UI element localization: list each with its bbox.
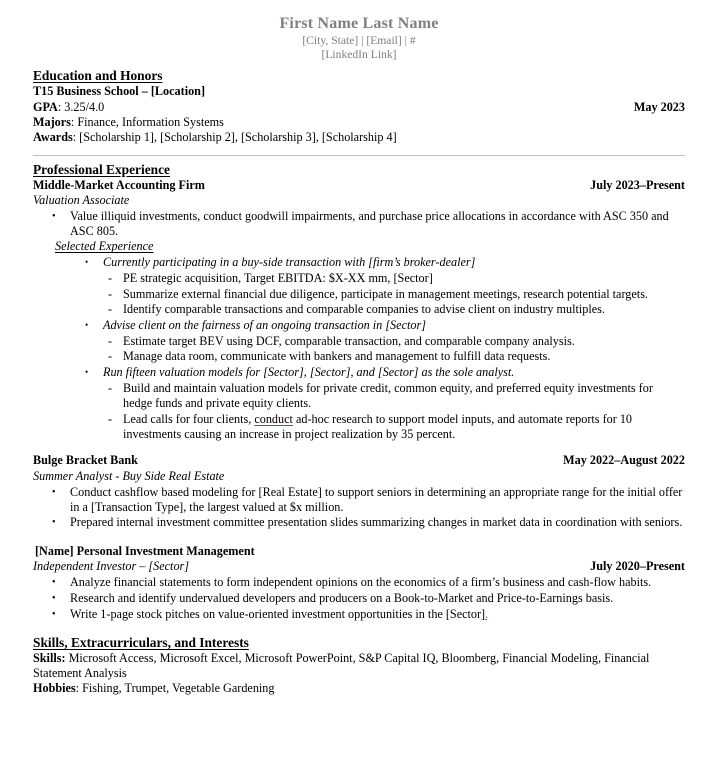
awards-label: Awards: [33, 130, 73, 145]
experience-sub-bullet: [33, 334, 685, 349]
job-bullet: [33, 485, 685, 515]
bullet-icon: •: [52, 608, 56, 620]
skills-row: [33, 651, 685, 682]
job-org-0: Middle-Market Accounting Firm: [33, 177, 205, 192]
bullet-icon: •: [85, 367, 89, 378]
awards-value: : [Scholarship 1], [Scholarship 2], [Scholarship 3], [Scholarship 4]: [72, 130, 397, 145]
bullet-icon: •: [52, 210, 56, 222]
job-bullet: [33, 575, 685, 590]
dash-icon: -: [108, 286, 113, 301]
majors-value: : Finance, Information Systems: [70, 115, 224, 129]
experience-sub-bullet: [33, 381, 685, 411]
job-bullet-marked: [33, 607, 685, 622]
sub-bullet-text: PE strategic acquisition, Target EBITDA: $X-XX mm, [Sector]: [123, 270, 433, 285]
linkedin-line: [LinkedIn Link]: [321, 48, 397, 61]
job-role-2: Independent Investor – [Sector]: [33, 559, 190, 574]
sub-bullet-text: Manage data room, communicate with bankers and management to fulfill data requests.: [123, 349, 551, 364]
experience-sub-bullet: [33, 349, 685, 364]
hobbies-label: Hobbies: [33, 681, 76, 696]
bullet-icon: •: [85, 257, 89, 268]
job-header-1: [33, 453, 685, 469]
skills-label: Skills:: [33, 650, 66, 665]
experience-sub-bullet: [33, 287, 685, 302]
hobbies-value: : Fishing, Trumpet, Vegetable Gardening: [75, 681, 275, 696]
job-header-2: [33, 559, 685, 574]
education-majors-row: [33, 115, 685, 130]
skills-value: Microsoft Access, Microsoft Excel, Microsoft PowerPoint, S&P Capital IQ, Bloomberg, Financial Modeling, Financial Statement Analysis: [33, 650, 650, 681]
bullet-text: Value illiquid investments, conduct goodwill impairments, and purchase price allocations in accordance with ASC 350 and ASC 805.: [70, 208, 669, 239]
job-role-0: Valuation Associate: [33, 193, 130, 208]
text-before-mark: Write 1-page stock pitches on value-oriented investment opportunities in the [Sector]: [70, 606, 486, 621]
group-lead-text: Currently participating in a buy-side transaction with [firm’s broker-dealer]: [103, 255, 476, 270]
gpa-label: GPA: [33, 99, 58, 114]
dash-icon: -: [108, 302, 113, 317]
education-date: May 2023: [633, 99, 685, 114]
group-lead-text: Advise client on the fairness of an ongoing transaction in [Sector]: [103, 318, 426, 332]
sub-bullet-text: Estimate target BEV using DCF, comparable transaction, and comparable company analysis.: [123, 333, 575, 348]
bullet-icon: •: [52, 517, 56, 529]
bullet-text: [70, 607, 685, 622]
dash-icon: -: [108, 333, 113, 348]
section-heading-education: Education and Honors: [33, 68, 163, 83]
sub-bullet-text: Summarize external financial due diligence, participate in management meetings, research potential targets.: [123, 286, 648, 301]
selected-experience-subheading: Selected Experience: [55, 239, 154, 254]
bullet-icon: •: [52, 577, 56, 589]
job-bullet: [33, 515, 685, 530]
dash-icon: -: [108, 349, 113, 364]
sub-bullet-text: [123, 412, 685, 442]
job-date-2: July 2020–Present: [590, 559, 685, 574]
dash-icon: -: [108, 411, 113, 426]
dash-icon: -: [108, 380, 113, 395]
tracked-edit-word[interactable]: conduct: [254, 411, 293, 426]
job-role-1: Summer Analyst - Buy Side Real Estate: [33, 468, 225, 483]
section-divider: [33, 155, 685, 156]
job-header-0: [33, 178, 685, 194]
majors-label: Majors: [33, 115, 71, 129]
job-bullet: [33, 209, 685, 239]
job-date-1: May 2022–August 2022: [563, 453, 685, 468]
text-after-mark: ad-hoc research to support model inputs, and automate reports for 10 investments causing an increase in project realization by 35 percent.: [123, 411, 633, 441]
experience-group-lead: [33, 255, 685, 270]
experience-sub-bullet: [33, 302, 685, 317]
job-bullet: [33, 591, 685, 606]
dash-icon: -: [108, 270, 113, 285]
candidate-name: First Name Last Name: [279, 15, 439, 32]
section-heading-experience: Professional Experience: [33, 161, 170, 177]
hobbies-row: [33, 681, 685, 696]
education-school: T15 Business School – [Location]: [33, 84, 206, 98]
bullet-icon: •: [52, 592, 56, 604]
bullet-text: Analyze financial statements to form independent opinions on the economics of a firm’s business and cash-flow habits.: [70, 575, 652, 590]
experience-group-lead: [33, 365, 685, 380]
bullet-icon: •: [85, 320, 89, 330]
education-awards-row: [33, 130, 685, 145]
text-before-mark: Lead calls for four clients,: [123, 411, 255, 426]
group-lead-text: Run fifteen valuation models for [Sector], [Sector], and [Sector] as the sole analyst.: [103, 365, 515, 380]
sub-bullet-text: Build and maintain valuation models for private credit, common equity, and preferred equity investments for hedge funds and private equity clients.: [123, 380, 653, 411]
bullet-icon: •: [52, 486, 56, 498]
resume-header: [33, 14, 685, 62]
bullet-text: Conduct cashflow based modeling for [Real Estate] to support seniors in determining an appropriate range for the initial offer in a [Transaction Type], the largest valued at $x million.: [70, 484, 683, 514]
education-gpa-row: [33, 100, 685, 115]
job-date-0: July 2023–Present: [590, 177, 685, 192]
bullet-text: Research and identify undervalued developers and producers on a Book-to-Market and Price-to-Earnings basis.: [70, 590, 614, 605]
experience-group-lead: [33, 318, 685, 333]
bullet-text: Prepared internal investment committee presentation slides summarizing changes in market data in coordination with seniors.: [70, 515, 683, 530]
experience-sub-bullet-marked: [33, 412, 685, 442]
section-heading-skills: Skills, Extracurriculars, and Interests: [33, 634, 249, 650]
gpa-value: : 3.25/4.0: [57, 99, 105, 114]
experience-sub-bullet: [33, 271, 685, 286]
job-org-1: Bulge Bracket Bank: [33, 453, 138, 468]
tracked-edit-mark[interactable]: .: [485, 606, 488, 621]
job-org-2: [Name] Personal Investment Management: [35, 543, 255, 558]
contact-line: [City, State] | [Email] | #: [302, 34, 416, 47]
sub-bullet-text: Identify comparable transactions and comparable companies to advise client on industry multiples.: [123, 302, 605, 317]
